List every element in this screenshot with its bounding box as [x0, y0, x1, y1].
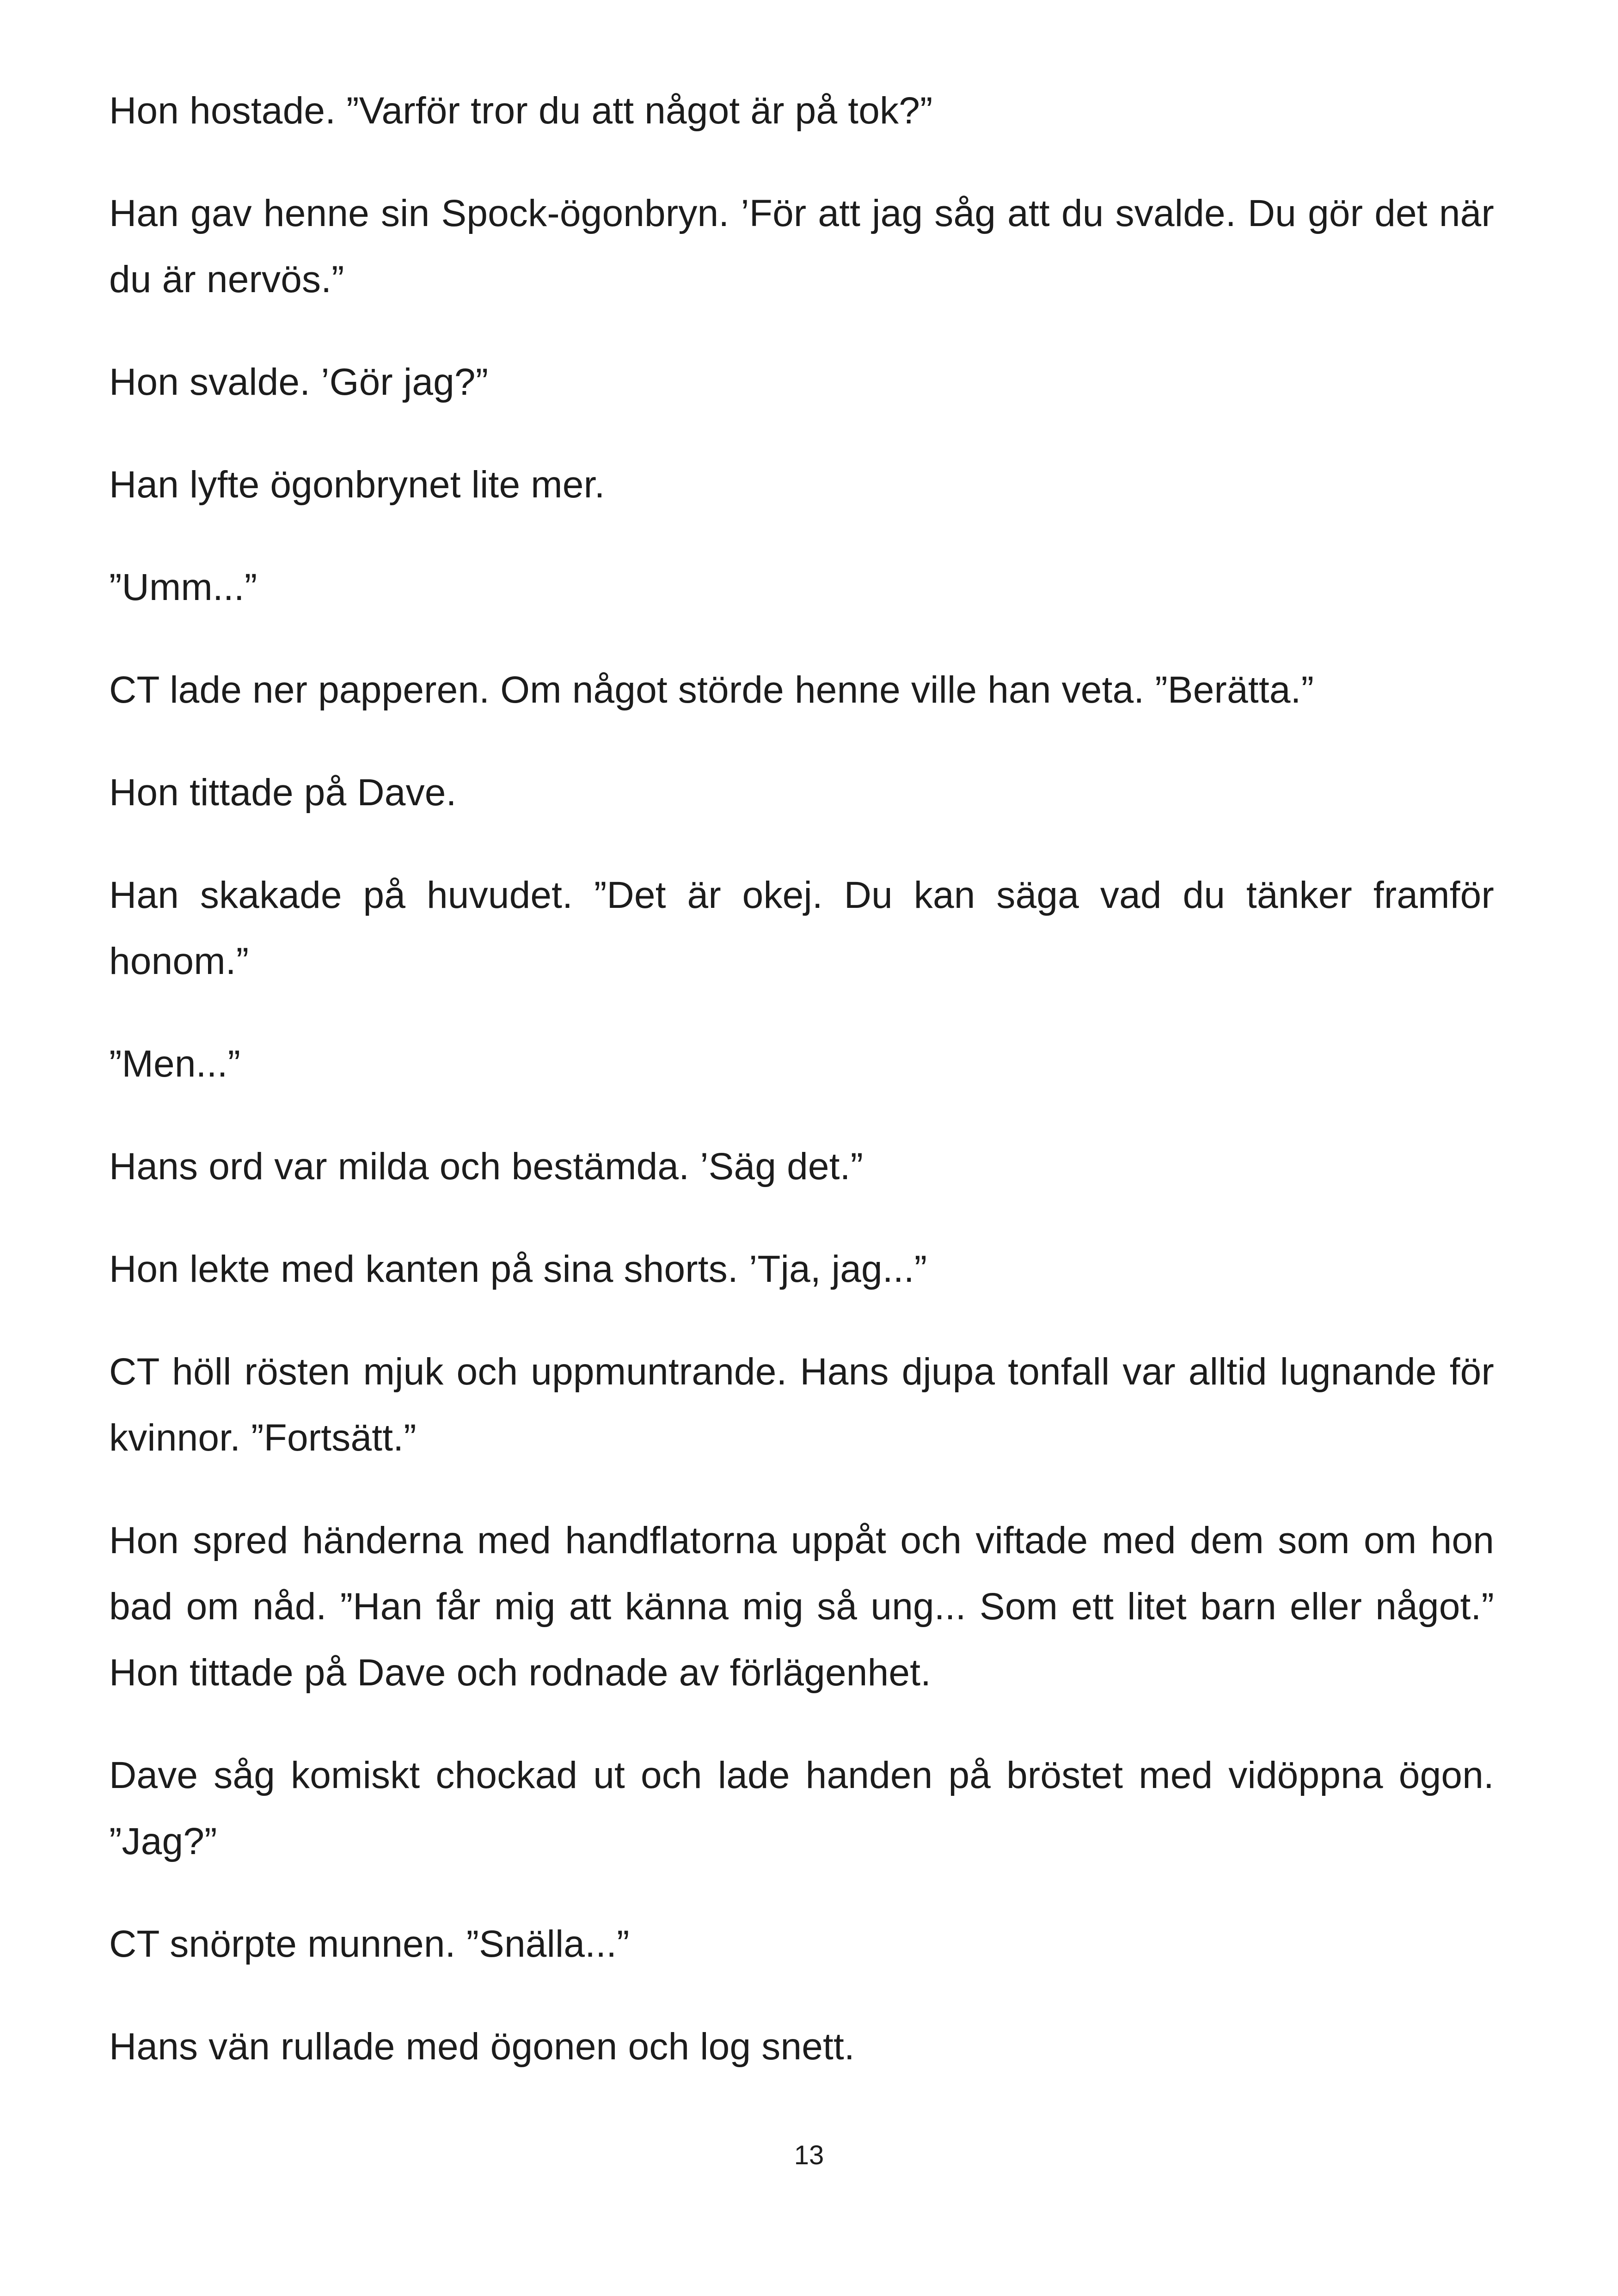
paragraph: CT snörpte munnen. ”Snälla...” — [109, 1923, 630, 1965]
paragraph: ”Umm...” — [109, 566, 257, 608]
paragraph: Hon spred händerna med handflatorna uppåt och viftade med dem som om hon bad om nåd. ”Han får mig att känna mig så ung... Som ett litet barn eller något.” Hon tittade på Dave och rodnade av förlägenhet. — [109, 1519, 1494, 1694]
paragraph: ”Men...” — [109, 1043, 241, 1085]
paragraph: Hon svalde. ’Gör jag?” — [109, 361, 489, 403]
paragraph: Han skakade på huvudet. ”Det är okej. Du kan säga vad du tänker framför honom.” — [109, 874, 1494, 982]
paragraph: CT höll rösten mjuk och uppmuntrande. Hans djupa tonfall var alltid lugnande för kvinnor. ”Fortsätt.” — [109, 1351, 1494, 1459]
paragraph: Hon hostade. ”Varför tror du att något är på tok?” — [109, 90, 933, 132]
paragraph: Hans ord var milda och bestämda. ’Säg det.” — [109, 1145, 864, 1188]
paragraph: Hon lekte med kanten på sina shorts. ’Tja, jag...” — [109, 1248, 927, 1290]
paragraph: Dave såg komiskt chockad ut och lade handen på bröstet med vidöppna ögon. ”Jag?” — [109, 1754, 1494, 1862]
paragraph: Hon tittade på Dave. — [109, 771, 457, 814]
body-text — [109, 78, 1494, 2116]
paragraph: CT lade ner papperen. Om något störde henne ville han veta. ”Berätta.” — [109, 669, 1314, 711]
paragraph: Han gav henne sin Spock-ögonbryn. ’För att jag såg att du svalde. Du gör det när du är nervös.” — [109, 192, 1494, 300]
page-number: 13 — [794, 2140, 824, 2170]
paragraph: Hans vän rullade med ögonen och log snett. — [109, 2026, 855, 2068]
paragraph: Han lyfte ögonbrynet lite mer. — [109, 464, 605, 506]
